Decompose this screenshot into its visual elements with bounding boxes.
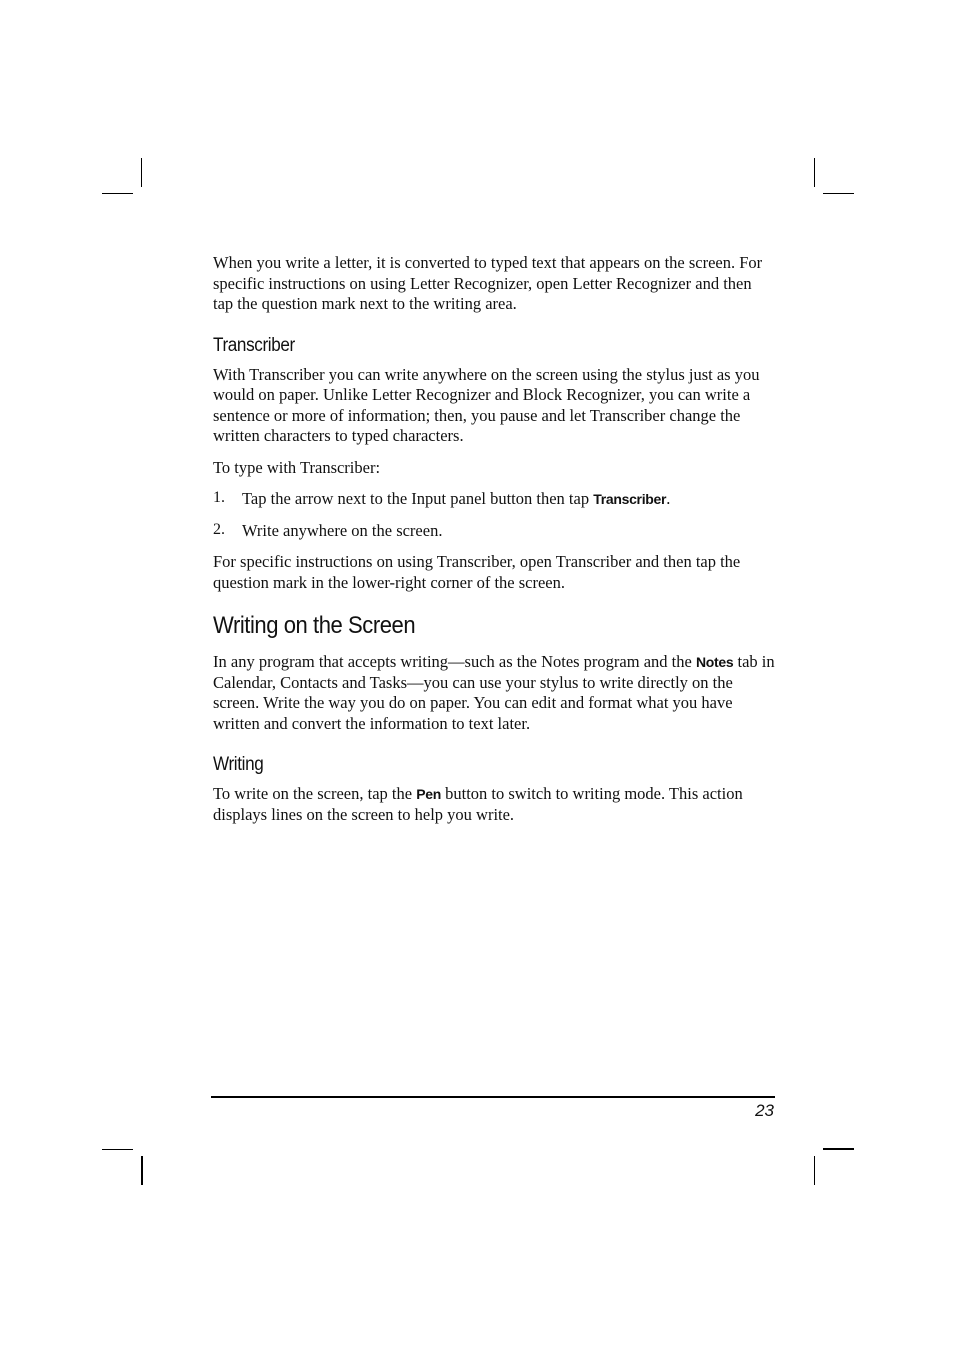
- writing-heading: Writing: [213, 754, 264, 775]
- crop-mark-bottom-right-h: [823, 1148, 854, 1150]
- transcriber-heading: Transcriber: [213, 334, 295, 356]
- transcriber-lead: To type with Transcriber:: [213, 457, 381, 477]
- writing-on-screen-paragraph: [213, 652, 775, 734]
- ui-label-notes: Notes: [695, 654, 734, 670]
- crop-mark-top-left-v: [141, 158, 142, 187]
- crop-mark-top-left-h: [102, 193, 133, 194]
- ui-label-pen: Pen: [416, 786, 441, 802]
- page-number: 23: [755, 1101, 774, 1120]
- step-text-end: .: [666, 489, 671, 508]
- para-text-end: button to switch to writing mode. This action displays lines on the screen to help you write.: [213, 784, 743, 824]
- crop-mark-bottom-left-v: [141, 1156, 143, 1185]
- crop-mark-bottom-right-v: [814, 1156, 815, 1185]
- list-item-number: 2.: [213, 520, 225, 538]
- crop-mark-bottom-left-h: [102, 1149, 133, 1150]
- para-text: To write on the screen, tap the: [213, 784, 417, 803]
- crop-mark-top-right-h: [823, 193, 854, 194]
- footer-rule: [211, 1096, 775, 1098]
- page-content: [213, 253, 775, 825]
- para-text: In any program that accepts writing—such as the Notes program and the: [213, 652, 696, 671]
- list-item: [213, 521, 775, 542]
- ui-label-transcriber: Transcriber: [593, 491, 667, 507]
- intro-paragraph: When you write a letter, it is converted to typed text that appears on the screen. For specific instructions on using Letter Recognizer, open Letter Recognizer and then tap the question mark next to the writing area.: [213, 253, 763, 313]
- crop-mark-top-right-v: [814, 158, 815, 187]
- step-text: Write anywhere on the screen.: [242, 520, 443, 540]
- list-item-number: 1.: [213, 489, 225, 506]
- transcriber-paragraph: With Transcriber you can write anywhere on the screen using the stylus just as you would on paper. Unlike Letter Recognizer and Block Recognizer, you can write a sentence or more of information; then, you pause and let Transcriber change the written characters to typed characters.: [213, 364, 760, 445]
- transcriber-closing-paragraph: For specific instructions on using Transcriber, open Transcriber and then tap the question mark in the lower-right corner of the screen.: [213, 552, 741, 592]
- step-text: Tap the arrow next to the Input panel button then tap: [242, 489, 594, 508]
- writing-paragraph: [213, 784, 775, 825]
- section-title: Writing on the Screen: [213, 612, 416, 639]
- para-text-end: tab in Calendar, Contacts and Tasks—you can use your stylus to write directly on the screen. Write the way you do on paper. You can edit and format what you have written and convert the information to text later.: [213, 652, 775, 733]
- list-item: [213, 489, 775, 510]
